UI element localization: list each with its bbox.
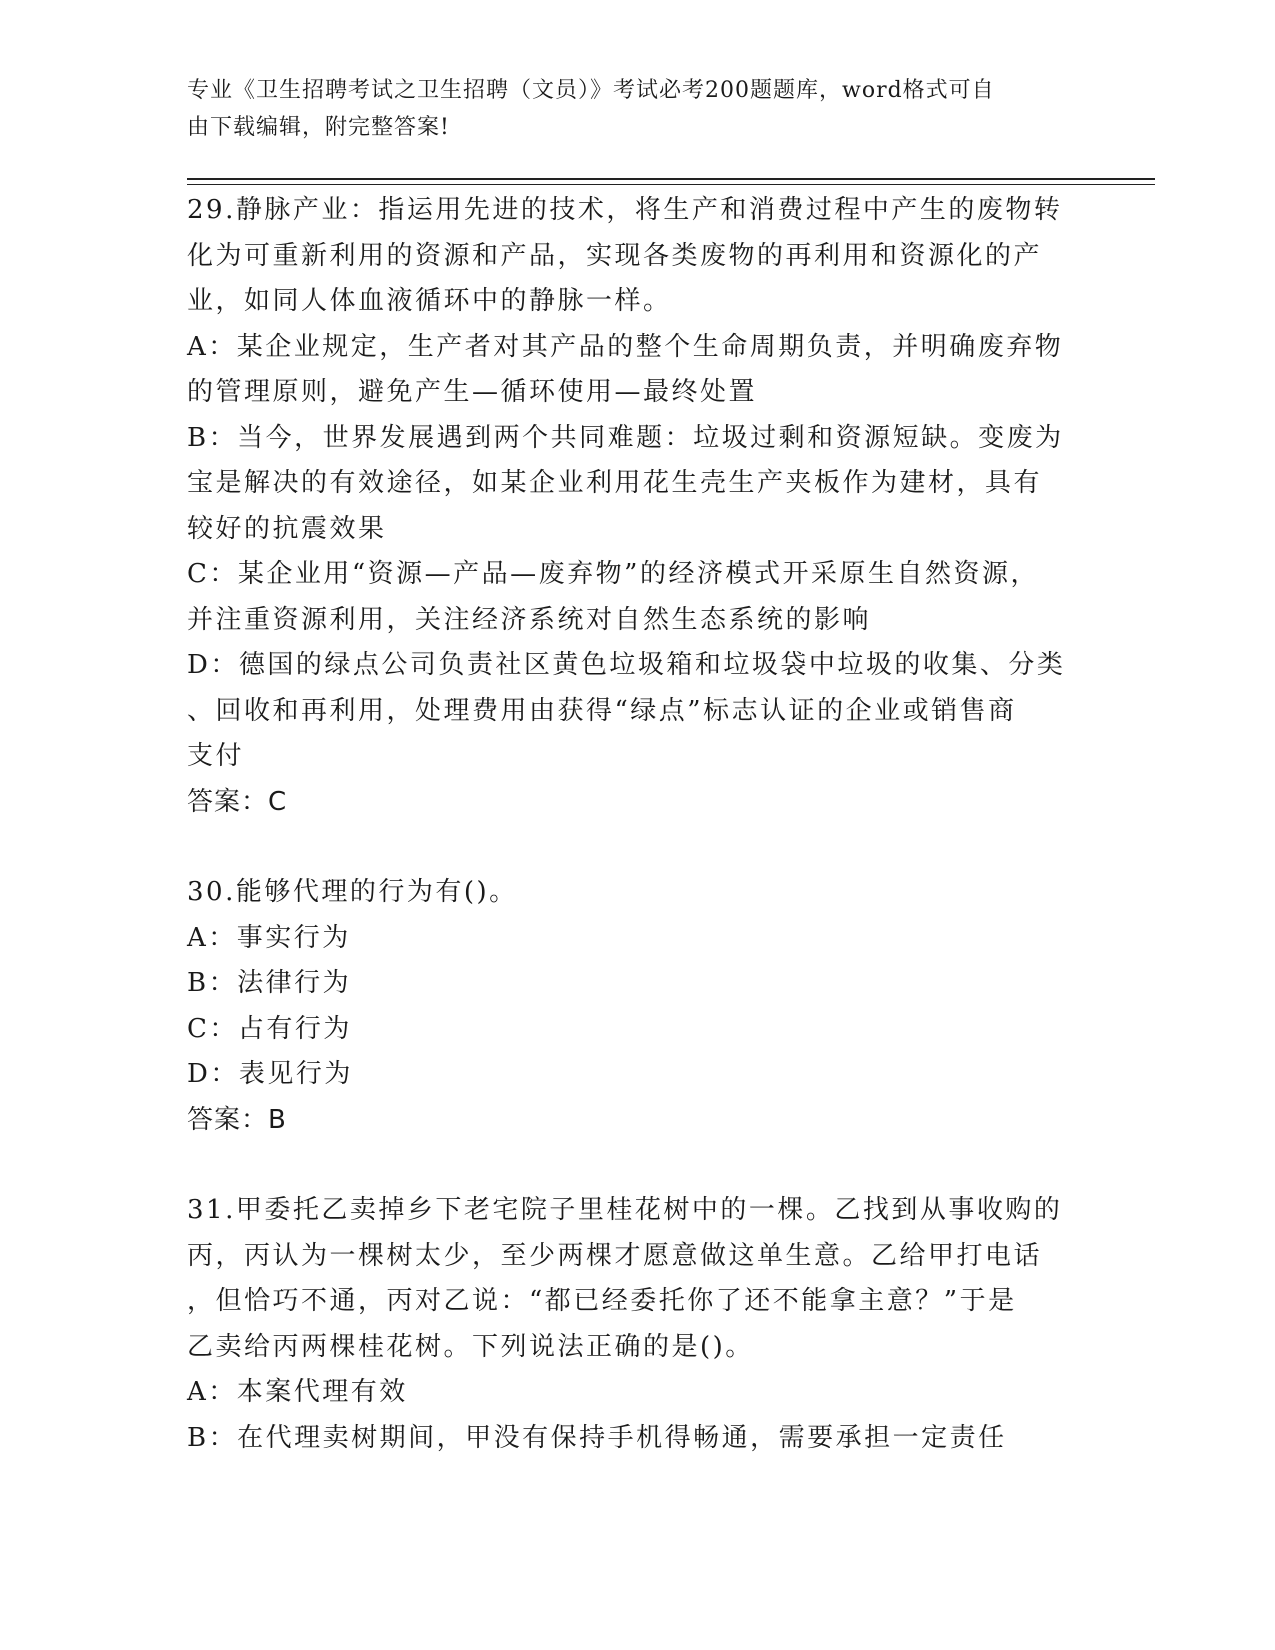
question-stem-line: 30.能够代理的行为有()。	[187, 877, 518, 907]
option-line: 支付	[187, 741, 245, 771]
header-line-1: 专业《卫生招聘考试之卫生招聘（文员）》考试必考200题题库，word格式可自	[187, 78, 995, 103]
question-spacer	[187, 825, 1077, 870]
option-line: D：德国的绿点公司负责社区黄色垃圾箱和垃圾袋中垃圾的收集、分类	[187, 650, 1066, 680]
question-stem-line: 丙，丙认为一棵树太少，至少两棵才愿意做这单生意。乙给甲打电话	[187, 1240, 1043, 1271]
question-stem-line: 31.甲委托乙卖掉乡下老宅院子里桂花树中的一棵。乙找到从事收购的	[187, 1195, 1063, 1225]
option-line: 较好的抗震效果	[187, 513, 387, 544]
option-c	[187, 552, 1077, 643]
header-divider-thin	[187, 184, 1155, 185]
option-b: B：在代理卖树期间，甲没有保持手机得畅通，需要承担一定责任	[187, 1422, 1007, 1453]
question-29	[187, 188, 1077, 825]
option-a: A：事实行为	[187, 922, 351, 953]
header-divider-thick	[187, 178, 1155, 180]
option-d	[187, 643, 1077, 780]
question-30	[187, 870, 1077, 1143]
option-d: D：表见行为	[187, 1059, 353, 1089]
option-line: 并注重资源利用，关注经济系统对自然生态系统的影响	[187, 604, 872, 635]
question-list	[187, 188, 1077, 1461]
option-a: A：本案代理有效	[187, 1377, 408, 1407]
option-line: C：某企业用“资源—产品—废弃物”的经济模式开采原生自然资源，	[187, 559, 1039, 589]
option-line: 宝是解决的有效途径，如某企业利用花生壳生产夹板作为建材，具有	[187, 468, 1043, 498]
question-spacer	[187, 1143, 1077, 1188]
option-line: A：某企业规定，生产者对其产品的整个生命周期负责，并明确废弃物	[187, 331, 1064, 362]
question-stem-line: 业，如同人体血液循环中的静脉一样。	[187, 286, 672, 316]
option-line: 的管理原则，避免产生—循环使用—最终处置	[187, 377, 758, 407]
option-b	[187, 416, 1077, 553]
document-header	[187, 72, 1067, 146]
answer-label: 答案：B	[187, 1104, 287, 1135]
header-line-2: 由下载编辑，附完整答案!	[187, 115, 450, 140]
option-a	[187, 325, 1077, 416]
question-31	[187, 1188, 1077, 1461]
option-c: C：占有行为	[187, 1013, 352, 1044]
option-line: B：当今，世界发展遇到两个共同难题：垃圾过剩和资源短缺。变废为	[187, 422, 1064, 453]
question-stem-line: 化为可重新利用的资源和产品，实现各类废物的再利用和资源化的产	[187, 240, 1043, 271]
answer-label: 答案：C	[187, 786, 288, 817]
question-stem-line: 乙卖给丙两棵桂花树。下列说法正确的是()。	[187, 1331, 754, 1362]
option-line: 、回收和再利用，处理费用由获得“绿点”标志认证的企业或销售商	[187, 695, 1017, 726]
question-stem-line: ，但恰巧不通，丙对乙说：“都已经委托你了还不能拿主意？”于是	[187, 1286, 1017, 1316]
question-stem-line: 29.静脉产业：指运用先进的技术，将生产和消费过程中产生的废物转	[187, 195, 1063, 225]
option-b: B：法律行为	[187, 968, 352, 998]
